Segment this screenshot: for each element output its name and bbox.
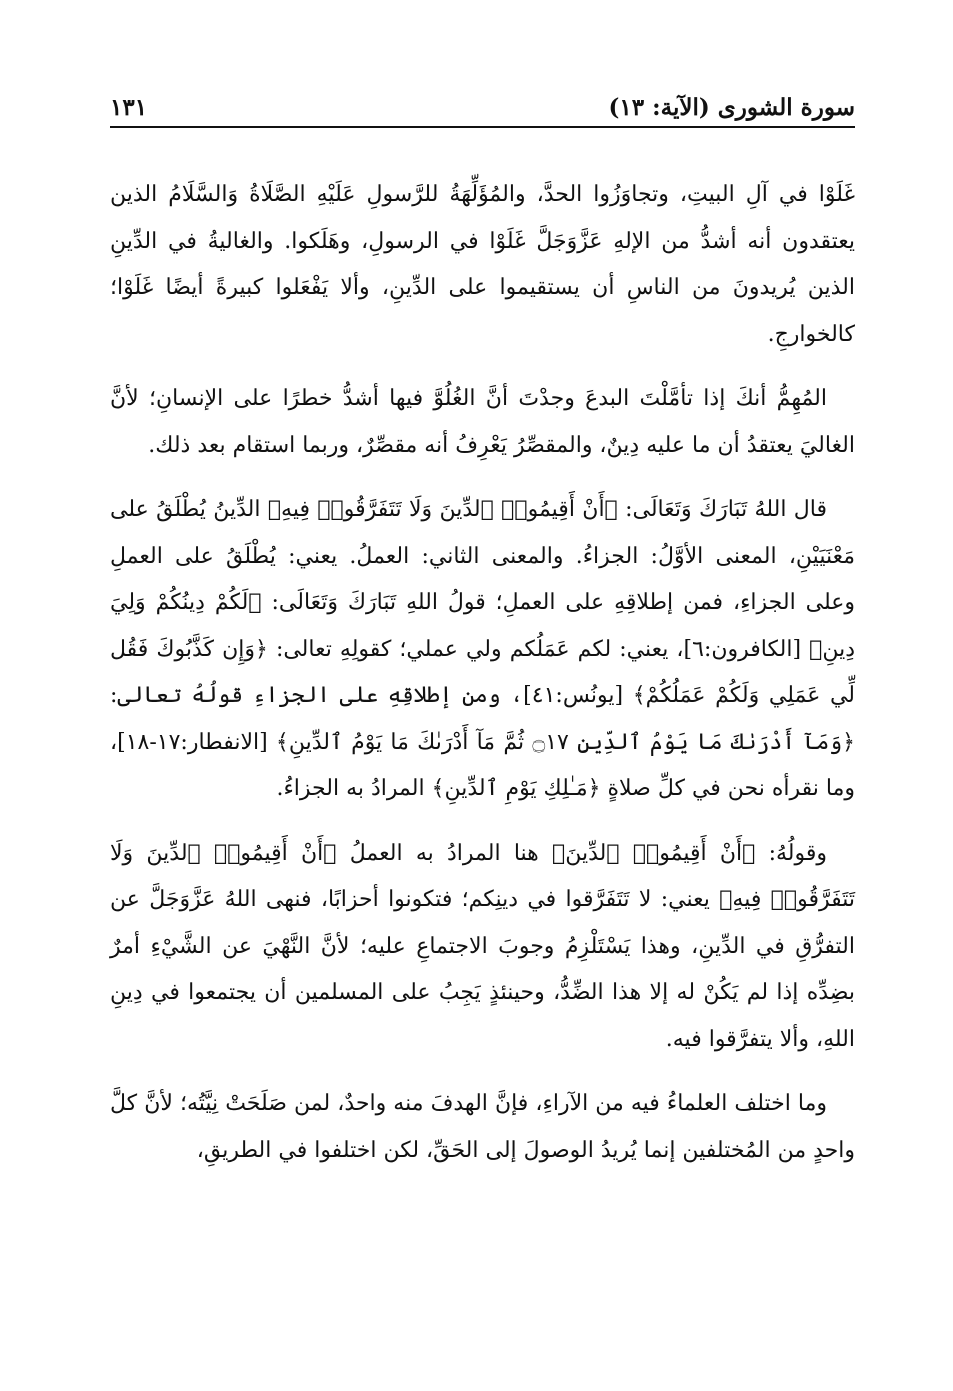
paragraph: وقولُهُ: ﴿أَنْ أَقِيمُوا۟ ٱلدِّينَ﴾ هنا المرادُ به العملُ ﴿أَنْ أَقِيمُوا۟ ٱلدِّينَ وَلَا تَتَفَرَّقُوا۟ فِيهِ﴾ يعني: لا تَتَفَرَّقوا في دينِكم؛ فتكونوا أحزابًا، فنهى اللهُ عَزَّوَجَلَّ عن التفرُّقِ في الدِّينِ، وهذا يَسْتَلْزِمُ وجوبَ الاجتماعِ عليه؛ لأنَّ النَّهْيَ عن الشَّيْءِ أمرٌ بضِدِّه إذا لم يَكُنْ له إلا هذا الضِّدُّ، وحينئذٍ يَجِبُ على المسلمين أن يجتمعوا في دِينِ اللهِ، وألا يتفرَّقوا فيه. xyxy=(110,840,855,1052)
header-rule xyxy=(110,126,855,128)
paragraph: المُهِمُّ أنكَ إذا تأمَّلْتَ البدعَ وجدْتَ أنَّ الغُلُوَّ فيها أشدُّ خطرًا على الإنسانِ؛ لأنَّ الغاليَ يعتقدُ أن ما عليه دِينٌ، والمقصِّرُ يَعْرِفُ أنه مقصِّرٌ، وربما استقام بعد ذلك. xyxy=(110,386,855,458)
page-header xyxy=(110,92,855,130)
paragraph: قال اللهُ تَبَارَكَ وَتَعَالَى: ﴿أَنْ أَقِيمُوا۟ ٱلدِّينَ وَلَا تَتَفَرَّقُوا۟ فِيهِ﴾ الدِّينُ يُطْلَقُ على مَعْنَيَيْنِ، المعنى الأوَّلُ: الجزاءُ. والمعنى الثاني: العملُ. يعني: يُطْلَقُ على العملِ وعلى الجزاءِ، فمن إطلاقِهِ على العملِ؛ قولُ اللهِ تَبَارَكَ وَتَعَالَى: ﴿لَكُمْ دِينُكُمْ وَلِيَ دِينِ﴾ [الكافرون:٦]، يعني: لكم عَمَلُكم ولي عملي؛ كقولِهِ تعالى: ﴿وَإِن كَذَّبُوكَ فَقُل لِّي عَمَلِي وَلَكُمْ عَمَلُكُمْ﴾ [يونُس:٤١]، ومن إطلاقِهِ على الجزاءِ قولُهُ تعالى: ﴿وَمَآ أَدْرَىٰكَ مَا يَوْمُ ٱلدِّينِ ۝١٧ ثُمَّ مَآ أَدْرَىٰكَ مَا يَوْمُ ٱلدِّينِ﴾ [الانفطار:١٧-١٨]، وما نقرأه نحن في كلِّ صلاةٍ ﴿مَـٰلِكِ يَوْمِ ٱلدِّينِ﴾ المرادُ به الجزاءُ. xyxy=(110,497,855,801)
page-number: ١٣١ xyxy=(110,94,148,121)
paragraph: غَلَوْا في آلِ البيتِ، وتجاوَزُوا الحدَّ، والمُؤَلِّهَةُ للرَّسولِ عَلَيْهِ الصَّلَاةُ وَالسَّلَامُ الذين يعتقدون أنه أشدُّ من الإلهِ عَزَّوَجَلَّ غَلَوْا في الرسولِ، وهَلَكوا. والغاليةُ في الدِّينِ الذين يُريدونَ من الناسِ أن يستقيموا على الدِّينِ، وألا يَفْعَلوا كبيرةً أيضًا غَلَوْا؛ كالخوارجِ. xyxy=(110,182,855,347)
page-body xyxy=(110,172,855,1192)
paragraph: وما اختلف العلماءُ فيه من الآراءِ، فإنَّ الهدفَ منه واحدٌ، لمن صَلَحَتْ نِيَّتُه؛ لأنَّ كلَّ واحدٍ من المُختلفين إنما يُريدُ الوصولَ إلى الحَقِّ، لكن اختلفوا في الطريقِ، xyxy=(110,1091,855,1163)
running-title: سورة الشورى (الآية: ١٣) xyxy=(608,94,855,121)
